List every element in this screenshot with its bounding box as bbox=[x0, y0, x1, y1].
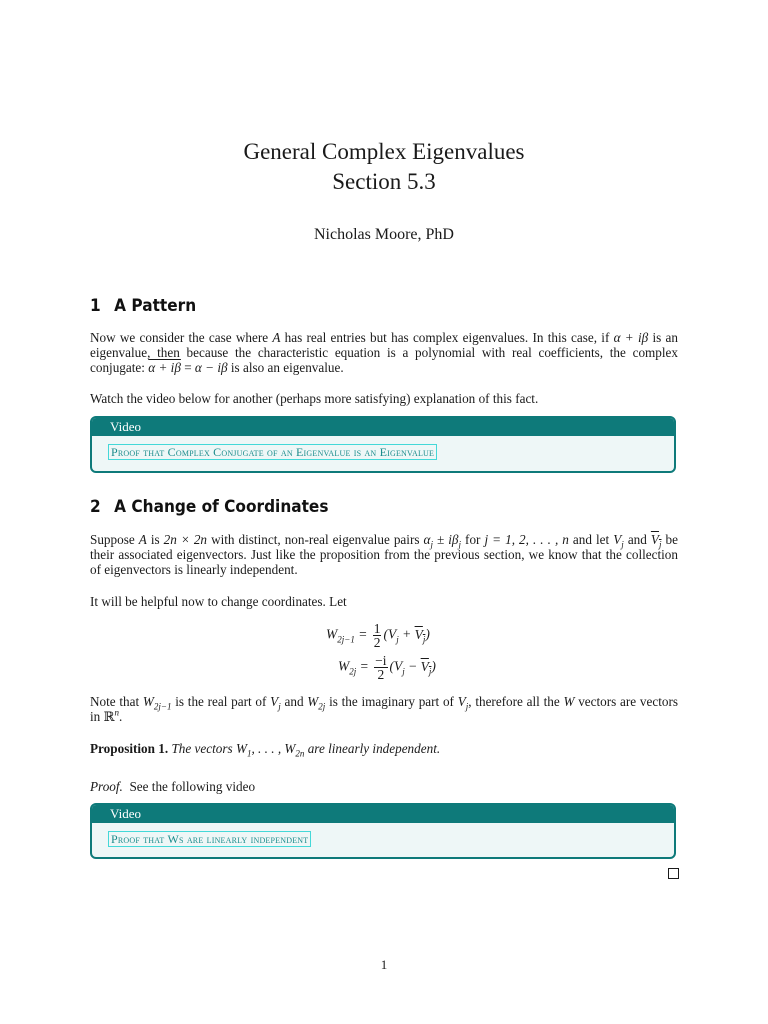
video-link-ws-independent[interactable]: Proof that Ws are linearly independent bbox=[108, 831, 311, 847]
proof-paragraph: Proof. See the following video bbox=[90, 779, 256, 794]
equation-w-even: $W_{2j}$ = $\frac{-i}{2}$ $(V_j - V_j)$ bbox=[338, 653, 436, 682]
section-number: 1 bbox=[90, 296, 101, 315]
author: Nicholas Moore, PhD bbox=[314, 226, 454, 243]
video-box-header: Video bbox=[92, 418, 674, 436]
document-title bbox=[0, 137, 768, 197]
video-box-header: Video bbox=[92, 805, 674, 823]
proposition-1: Proposition 1. The vectors $W_1$, . . . , $W_{2n}$ are linearly independent. bbox=[90, 741, 441, 759]
title-line: General Complex Eigenvalues bbox=[243, 139, 525, 164]
proposition-label: Proposition 1. bbox=[90, 741, 169, 756]
section-heading-2 bbox=[90, 497, 328, 516]
section-heading-1 bbox=[90, 296, 196, 315]
paragraph-note-real-imag: Note that $W_{2j-1}$ is the real part of $V_j$ and $W_{2j}$ is the imaginary part of $V_j$, therefore all the W vectors are vectors in ℝ$^n$. bbox=[90, 694, 678, 725]
equation-w-odd: $W_{2j-1}$ = $\frac{1}{2}$ $(V_j + V_j)$ bbox=[326, 621, 430, 650]
video-box-1 bbox=[90, 416, 676, 473]
qed-square-icon bbox=[668, 868, 679, 879]
video-link-complex-conjugate[interactable]: Proof that Complex Conjugate of an Eigenvalue is an Eigenvalue bbox=[108, 444, 437, 460]
section-title: A Pattern bbox=[114, 296, 197, 315]
page-number: 1 bbox=[380, 957, 388, 972]
section-title: A Change of Coordinates bbox=[114, 497, 329, 516]
paragraph-watch-video: Watch the video below for another (perhaps more satisfying) explanation of this fact. bbox=[90, 391, 539, 406]
paragraph-change-coordinates: It will be helpful now to change coordinates. Let bbox=[90, 594, 347, 609]
proof-label: Proof. bbox=[90, 779, 123, 794]
paragraph-complex-eigenvalues: Now we consider the case where A has real entries but has complex eigenvalues. In this case, if α + iβ is an eigenvalue, then because the characteristic equation is a polynomial with real coefficients, the complex conjugate: α + iβ = α − iβ is also an eigenvalue. bbox=[90, 330, 678, 376]
paragraph-suppose: Suppose A is 2n × 2n with distinct, non-real eigenvalue pairs $\alpha_j \pm i\beta_j$ for j = 1, 2, . . . , n and let $V_j$ and $V_j$ be their associated eigenvectors. Just like the proposition from the previous section, we know that the collection of eigenvectors is linearly independent. bbox=[90, 532, 678, 578]
video-box-2 bbox=[90, 803, 676, 859]
subtitle-line: Section 5.3 bbox=[332, 169, 436, 194]
section-number: 2 bbox=[90, 497, 101, 516]
